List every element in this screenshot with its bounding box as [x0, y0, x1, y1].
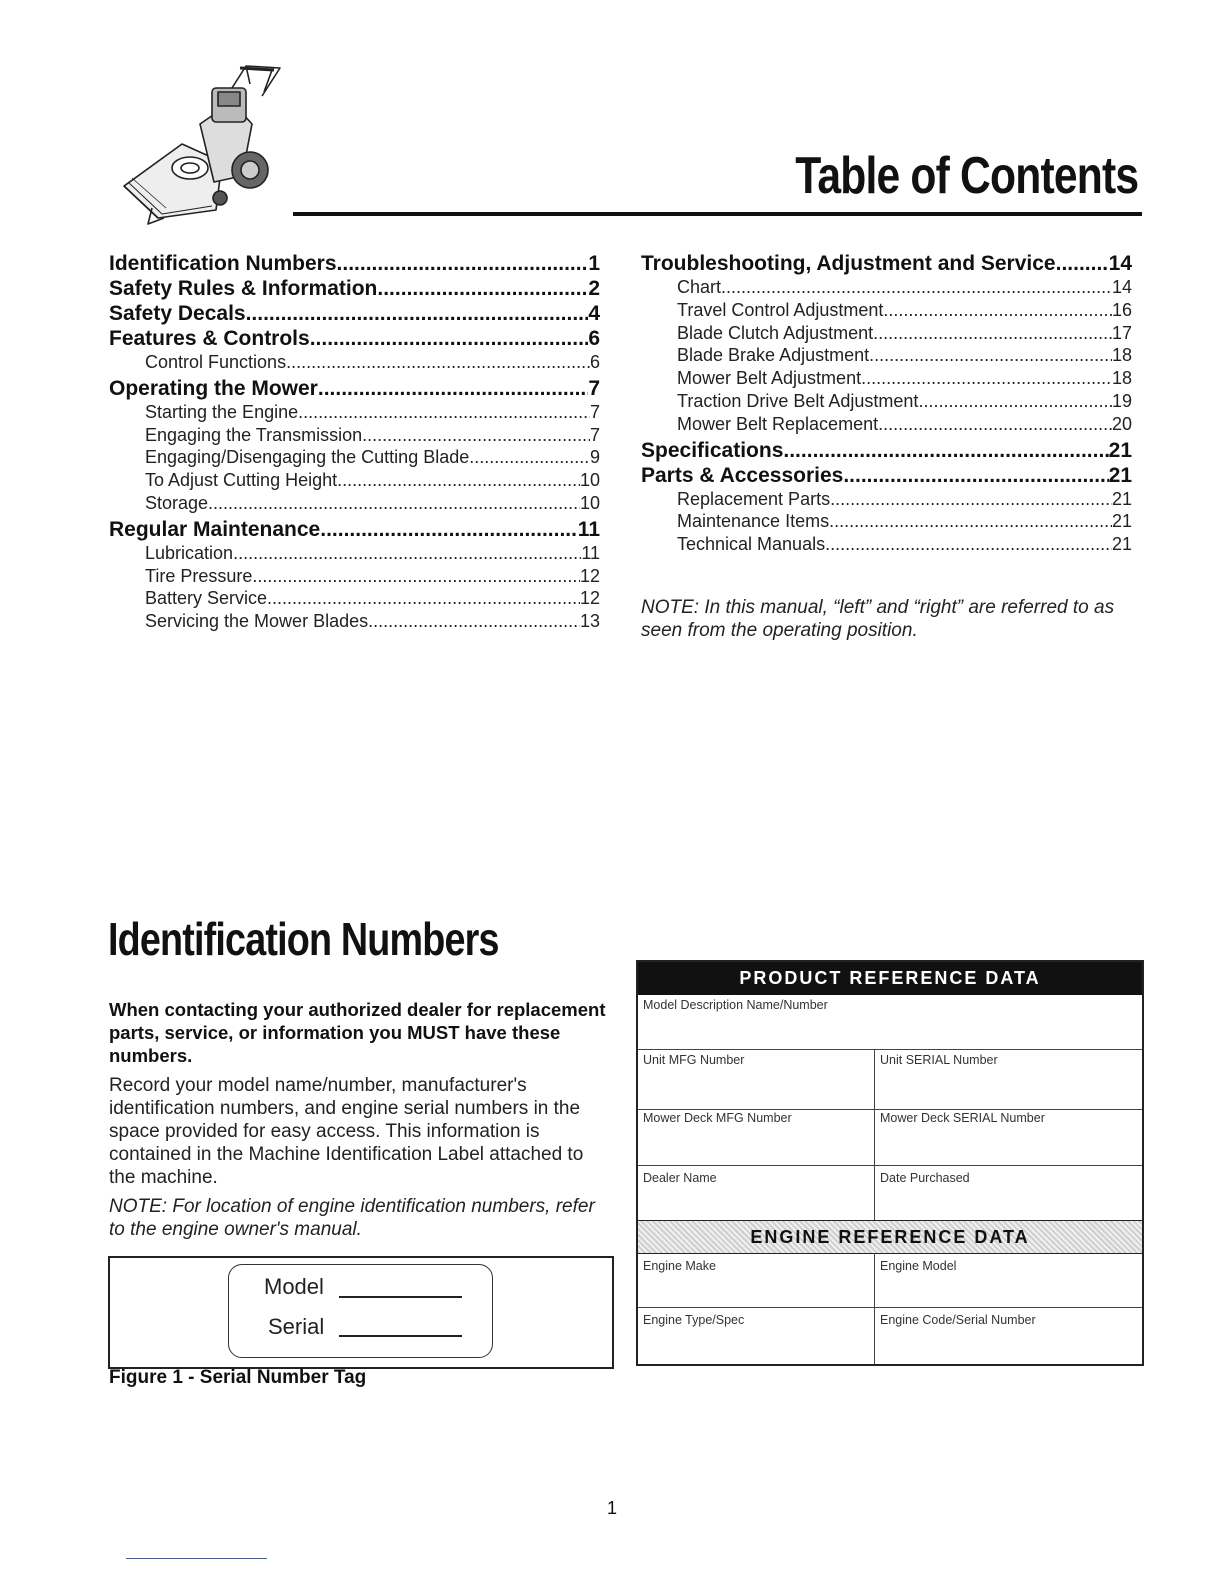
identification-body: Record your model name/number, manufacturer's identification numbers, and engine serial numbers in the space provided for easy access. This information is contained in the Machine Identification Label attached to the machine. — [109, 1075, 584, 1188]
toc-entry-label: Blade Brake Adjustment — [677, 345, 870, 366]
toc-leader-dots — [1056, 251, 1109, 276]
serial-number-tag — [228, 1264, 493, 1358]
toc-left-column — [109, 251, 600, 633]
toc-leader-dots — [883, 299, 1112, 322]
toc-entry[interactable] — [109, 376, 600, 401]
engine-model-cell: Engine Model — [880, 1259, 957, 1273]
toc-entry-label: Mower Belt Replacement — [677, 413, 879, 434]
toc-divider — [293, 212, 1142, 216]
toc-leader-dots — [368, 610, 580, 633]
toc-entry[interactable] — [641, 533, 1132, 556]
toc-entry-page: 18 — [1111, 368, 1132, 389]
toc-entry-page: 14 — [1111, 277, 1132, 297]
unit-mfg-cell: Unit MFG Number — [643, 1053, 745, 1067]
toc-entry[interactable] — [109, 542, 600, 565]
toc-entry-page: 20 — [1111, 413, 1132, 434]
toc-entry-label: Operating the Mower — [109, 376, 318, 400]
tag-serial-line — [339, 1335, 462, 1337]
toc-entry-page: 21 — [1111, 488, 1132, 509]
toc-leader-dots — [878, 413, 1112, 436]
toc-entry-page: 21 — [1108, 438, 1132, 462]
toc-entry[interactable] — [109, 326, 600, 351]
toc-entry-label: Regular Maintenance — [109, 517, 321, 541]
toc-leader-dots — [829, 510, 1112, 533]
toc-entry-label: Safety Decals — [109, 302, 246, 325]
toc-leader-dots — [246, 301, 589, 326]
toc-entry-page: 9 — [589, 447, 600, 468]
toc-leader-dots — [377, 276, 588, 301]
toc-entry-label: Lubrication — [145, 542, 234, 563]
toc-entry-label: Engaging/Disengaging the Cutting Blade — [145, 447, 470, 468]
mower-illustration — [112, 58, 288, 226]
toc-leader-dots — [252, 565, 580, 588]
toc-entry-page: 2 — [588, 277, 600, 300]
toc-entry-page: 19 — [1111, 390, 1132, 411]
toc-entry-page: 1 — [588, 252, 600, 275]
table-rule — [638, 1307, 1142, 1308]
dealer-name-cell: Dealer Name — [643, 1171, 717, 1185]
toc-entry-label: Control Functions — [145, 352, 287, 372]
toc-entry[interactable] — [109, 469, 600, 492]
toc-entry-label: Features & Controls — [109, 327, 310, 350]
engine-reference-header: ENGINE REFERENCE DATA — [638, 1220, 1142, 1254]
toc-leader-dots — [267, 587, 580, 610]
toc-entry-label: Servicing the Mower Blades — [145, 611, 369, 632]
toc-entry-label: Tire Pressure — [145, 565, 253, 586]
toc-leader-dots — [825, 533, 1112, 556]
toc-leader-dots — [337, 469, 580, 492]
tag-model-label: Model — [264, 1274, 324, 1299]
toc-leader-dots — [320, 517, 578, 542]
page-number: 1 — [606, 1498, 617, 1518]
toc-entry[interactable] — [109, 424, 600, 447]
toc-leader-dots — [337, 251, 589, 276]
toc-entry-page: 7 — [589, 424, 600, 445]
product-reference-header: PRODUCT REFERENCE DATA — [638, 962, 1142, 995]
toc-entry-label: Blade Clutch Adjustment — [677, 322, 874, 343]
toc-entry-page: 21 — [1108, 463, 1132, 487]
toc-entry-page: 12 — [579, 588, 600, 609]
toc-entry[interactable] — [641, 438, 1132, 463]
toc-entry-label: Parts & Accessories — [641, 463, 844, 487]
toc-leader-dots — [918, 390, 1112, 413]
toc-entry[interactable] — [109, 301, 600, 326]
toc-entry[interactable] — [641, 276, 1132, 299]
toc-entry[interactable] — [641, 510, 1132, 533]
toc-entry[interactable] — [641, 322, 1132, 345]
toc-entry-label: Maintenance Items — [677, 511, 830, 532]
toc-entry-page: 6 — [589, 352, 600, 372]
toc-entry-label: Mower Belt Adjustment — [677, 368, 862, 389]
orientation-note: NOTE: In this manual, “left” and “right” are referred to as seen from the operating position. — [641, 597, 1115, 641]
toc-leader-dots — [286, 351, 590, 374]
toc-entry[interactable] — [109, 446, 600, 469]
toc-entry[interactable] — [109, 565, 600, 588]
toc-leader-dots — [233, 542, 581, 565]
identification-text — [109, 998, 609, 1241]
identification-lead: When contacting your authorized dealer for replacement parts, service, or information you MUST have these numbers. — [109, 999, 606, 1066]
toc-entry[interactable] — [641, 488, 1132, 511]
toc-entry-page: 13 — [579, 611, 600, 632]
toc-entry-label: Technical Manuals — [677, 534, 826, 555]
toc-entry[interactable] — [641, 344, 1132, 367]
engine-make-cell: Engine Make — [643, 1259, 716, 1273]
footer-rule — [126, 1558, 267, 1559]
toc-leader-dots — [869, 344, 1112, 367]
toc-entry-label: Travel Control Adjustment — [677, 299, 884, 320]
toc-entry-page: 18 — [1111, 345, 1132, 366]
table-rule — [638, 1165, 1142, 1166]
toc-entry-label: Traction Drive Belt Adjustment — [677, 390, 919, 411]
toc-entry[interactable] — [109, 492, 600, 515]
toc-leader-dots — [861, 367, 1112, 390]
engine-code-cell: Engine Code/Serial Number — [880, 1313, 1036, 1327]
toc-entry[interactable] — [641, 390, 1132, 413]
tag-serial-label: Serial — [268, 1314, 325, 1339]
toc-leader-dots — [310, 326, 589, 351]
toc-entry-page: 4 — [588, 302, 600, 325]
toc-entry-label: Battery Service — [145, 588, 268, 609]
toc-entry-label: Starting the Engine — [145, 401, 299, 422]
toc-leader-dots — [830, 488, 1112, 511]
product-reference-table — [636, 960, 1144, 1366]
toc-leader-dots — [362, 424, 590, 447]
toc-entry-label: Specifications — [641, 438, 784, 462]
toc-entry-label: Replacement Parts — [677, 488, 831, 509]
toc-entry-page: 12 — [579, 565, 600, 586]
deck-serial-cell: Mower Deck SERIAL Number — [880, 1111, 1045, 1125]
toc-entry-page: 10 — [579, 470, 600, 491]
toc-entry-page: 14 — [1108, 252, 1132, 275]
toc-entry-page: 10 — [579, 492, 600, 513]
model-description-cell: Model Description Name/Number — [643, 998, 828, 1012]
unit-serial-cell: Unit SERIAL Number — [880, 1053, 998, 1067]
toc-entry[interactable] — [641, 251, 1132, 276]
toc-entry[interactable] — [641, 463, 1132, 488]
toc-leader-dots — [783, 438, 1108, 463]
figure-caption: Figure 1 - Serial Number Tag — [109, 1367, 367, 1388]
tag-model-line — [339, 1296, 462, 1298]
toc-entry[interactable] — [109, 251, 600, 276]
toc-entry[interactable] — [641, 367, 1132, 390]
toc-entry-page: 17 — [1111, 322, 1132, 343]
toc-leader-dots — [318, 376, 588, 401]
toc-entry-page: 7 — [588, 376, 600, 400]
toc-leader-dots — [469, 446, 590, 469]
toc-entry[interactable] — [109, 276, 600, 301]
toc-leader-dots — [721, 276, 1112, 299]
table-column-rule — [874, 1049, 875, 1220]
toc-entry[interactable] — [109, 351, 600, 374]
toc-entry-label: Troubleshooting, Adjustment and Service — [641, 252, 1056, 275]
toc-entry-page: 11 — [581, 542, 600, 563]
toc-entry-label: Chart — [677, 277, 722, 297]
toc-entry-page: 11 — [577, 517, 600, 541]
toc-entry[interactable] — [109, 587, 600, 610]
toc-entry-page: 21 — [1111, 511, 1132, 532]
toc-leader-dots — [843, 463, 1108, 488]
toc-leader-dots — [298, 401, 590, 424]
date-purchased-cell: Date Purchased — [880, 1171, 970, 1185]
toc-entry-page: 16 — [1111, 299, 1132, 320]
toc-entry-label: Safety Rules & Information — [109, 277, 378, 300]
engine-type-cell: Engine Type/Spec — [643, 1313, 745, 1327]
toc-entry-label: Engaging the Transmission — [145, 424, 363, 445]
toc-entry-label: To Adjust Cutting Height — [145, 470, 338, 491]
toc-entry[interactable] — [109, 610, 600, 633]
toc-entry-page: 7 — [589, 401, 600, 422]
toc-entry[interactable] — [641, 299, 1132, 322]
toc-entry[interactable] — [109, 401, 600, 424]
toc-entry-label: Identification Numbers — [109, 252, 337, 275]
toc-leader-dots — [873, 322, 1112, 345]
toc-entry[interactable] — [641, 413, 1132, 436]
toc-title: Table of Contents — [795, 147, 1138, 205]
toc-right-column — [641, 251, 1132, 556]
toc-entry-page: 21 — [1111, 534, 1132, 555]
toc-entry-label: Storage — [145, 492, 209, 513]
identification-note: NOTE: For location of engine identification numbers, refer to the engine owner's manual. — [109, 1196, 595, 1240]
deck-mfg-cell: Mower Deck MFG Number — [643, 1111, 792, 1125]
table-column-rule — [874, 1253, 875, 1364]
identification-title: Identification Numbers — [108, 913, 499, 965]
toc-entry-page: 6 — [588, 327, 600, 350]
toc-leader-dots — [208, 492, 580, 515]
toc-entry[interactable] — [109, 517, 600, 542]
